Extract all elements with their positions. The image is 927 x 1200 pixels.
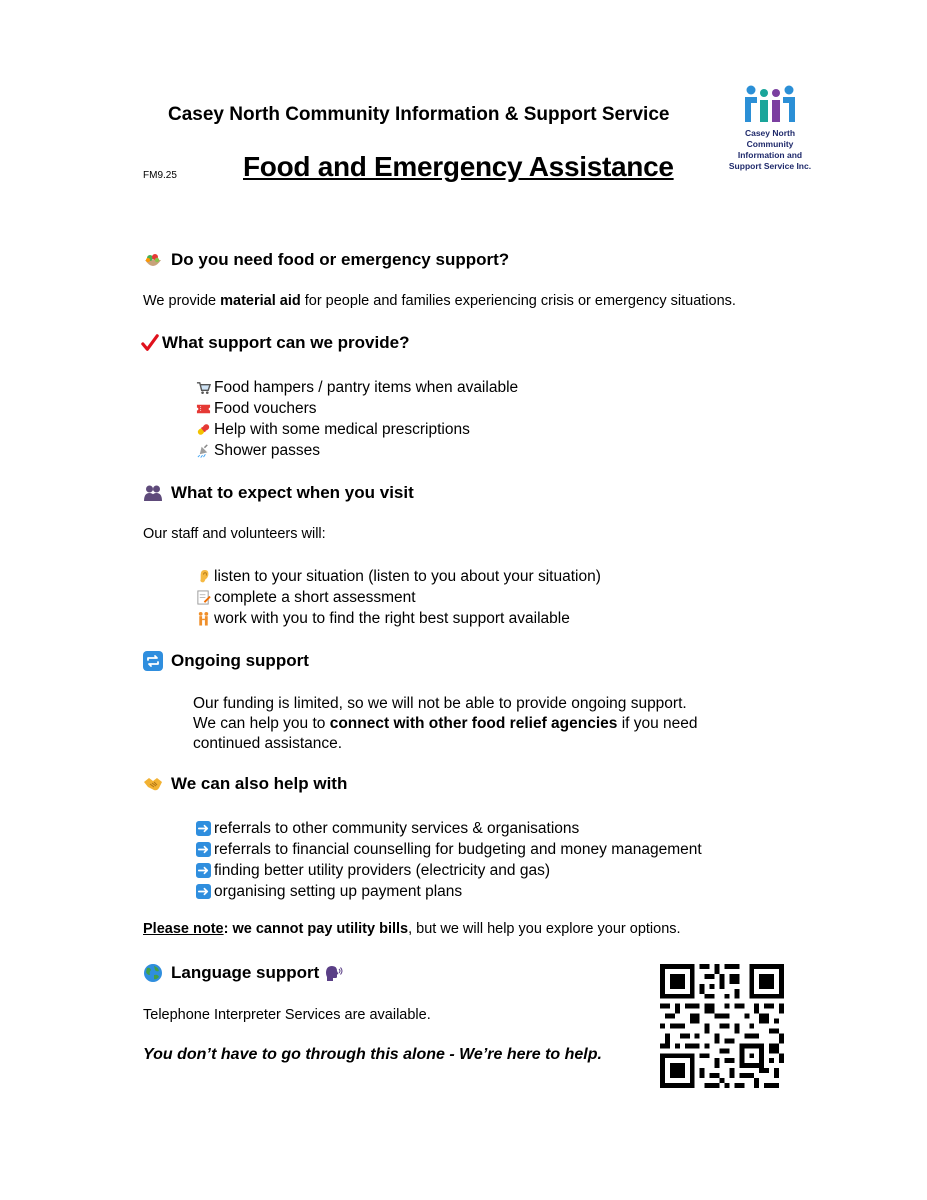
organisation-title: Casey North Community Information & Support Service: [168, 104, 670, 125]
heading-text: Do you need food or emergency support?: [171, 250, 510, 269]
list-item: [196, 566, 601, 587]
qr-code: [660, 964, 784, 1088]
logo-line: Community: [746, 139, 794, 149]
logo-line: Casey North: [744, 128, 796, 138]
section-heading-provide: [141, 333, 409, 353]
need-paragraph: [143, 293, 736, 309]
note-label: Please note: [143, 921, 224, 937]
please-note: [143, 921, 681, 937]
text-run: We can help you to: [193, 715, 330, 732]
expect-list: [196, 566, 601, 629]
list-item-text: Food vouchers: [214, 400, 317, 417]
list-item-text: work with you to find the right best support available: [214, 610, 570, 627]
also-list: [196, 818, 702, 902]
list-item-text: complete a short assessment: [214, 589, 416, 606]
heading-text: What to expect when you visit: [171, 483, 414, 502]
list-item: [196, 608, 601, 629]
list-item-text: organising setting up payment plans: [214, 883, 463, 900]
memo-icon: [196, 590, 211, 605]
text-run-bold: we cannot pay utility bills: [228, 921, 409, 937]
right-arrow-icon: [196, 884, 211, 899]
text-run: for people and families experiencing crisis or emergency situations.: [300, 293, 736, 309]
list-item: [196, 398, 518, 419]
expect-intro: Our staff and volunteers will:: [143, 526, 326, 542]
section-heading-ongoing: [143, 651, 309, 671]
ticket-icon: [196, 401, 211, 416]
organisation-logo: [722, 84, 818, 184]
list-item: [196, 881, 702, 902]
ear-icon: [196, 569, 211, 584]
pill-icon: [196, 422, 211, 437]
list-item: [196, 839, 702, 860]
check-mark-icon: [141, 334, 159, 352]
list-item-text: finding better utility providers (electricity and gas): [214, 862, 550, 879]
paragraph-line: continued assistance.: [193, 735, 343, 752]
list-item-text: listen to your situation (listen to you about your situation): [214, 568, 601, 585]
logo-figures-icon: [740, 84, 800, 124]
text-run-bold: connect with other food relief agencies: [329, 715, 618, 732]
section-heading-also: [143, 774, 347, 794]
list-item: [196, 860, 702, 881]
people-icon: [143, 483, 163, 503]
closing-message: You don’t have to go through this alone - We’re here to help.: [143, 1046, 602, 1063]
list-item: [196, 419, 518, 440]
heading-text: What support can we provide?: [162, 333, 410, 352]
text-run: , but we will help you explore your options.: [408, 921, 681, 937]
paragraph-line: Our funding is limited, so we will not be able to provide ongoing support.: [193, 695, 687, 712]
text-run: We provide: [143, 293, 221, 309]
provide-list: [196, 377, 518, 461]
form-code: FM9.25: [143, 170, 177, 181]
page-title: Food and Emergency Assistance: [243, 151, 674, 182]
heading-text: Language support: [171, 963, 320, 982]
list-item: [196, 818, 702, 839]
list-item: [196, 440, 518, 461]
text-run: if you need: [617, 715, 698, 732]
right-arrow-icon: [196, 821, 211, 836]
heading-text: We can also help with: [171, 774, 348, 793]
speaking-head-icon: [323, 963, 343, 983]
text-run-bold: material aid: [220, 293, 301, 309]
text-run-bold: :: [223, 921, 229, 937]
shopping-cart-icon: [196, 380, 211, 395]
shower-icon: [196, 443, 211, 458]
list-item-text: Help with some medical prescriptions: [214, 421, 470, 438]
heading-text: Ongoing support: [171, 651, 309, 670]
list-item: [196, 377, 518, 398]
list-item-text: Shower passes: [214, 442, 320, 459]
right-arrow-icon: [196, 842, 211, 857]
ongoing-paragraph: [193, 694, 698, 754]
globe-icon: [143, 963, 163, 983]
repeat-icon: [143, 651, 163, 671]
list-item-text: referrals to financial counselling for budgeting and money management: [214, 841, 702, 858]
handshake-icon: [143, 774, 163, 794]
section-heading-need: [143, 250, 509, 270]
people-holding-hands-icon: [196, 611, 211, 626]
list-item-text: referrals to other community services & organisations: [214, 820, 580, 837]
section-heading-expect: [143, 483, 414, 503]
salad-bowl-icon: [143, 250, 163, 270]
right-arrow-icon: [196, 863, 211, 878]
list-item-text: Food hampers / pantry items when available: [214, 379, 519, 396]
logo-line: Information and: [737, 150, 803, 160]
list-item: [196, 587, 601, 608]
paragraph-line: [193, 714, 698, 734]
language-text: Telephone Interpreter Services are available.: [143, 1007, 431, 1023]
logo-line: Support Service Inc.: [728, 161, 812, 171]
section-heading-language: [143, 963, 343, 983]
